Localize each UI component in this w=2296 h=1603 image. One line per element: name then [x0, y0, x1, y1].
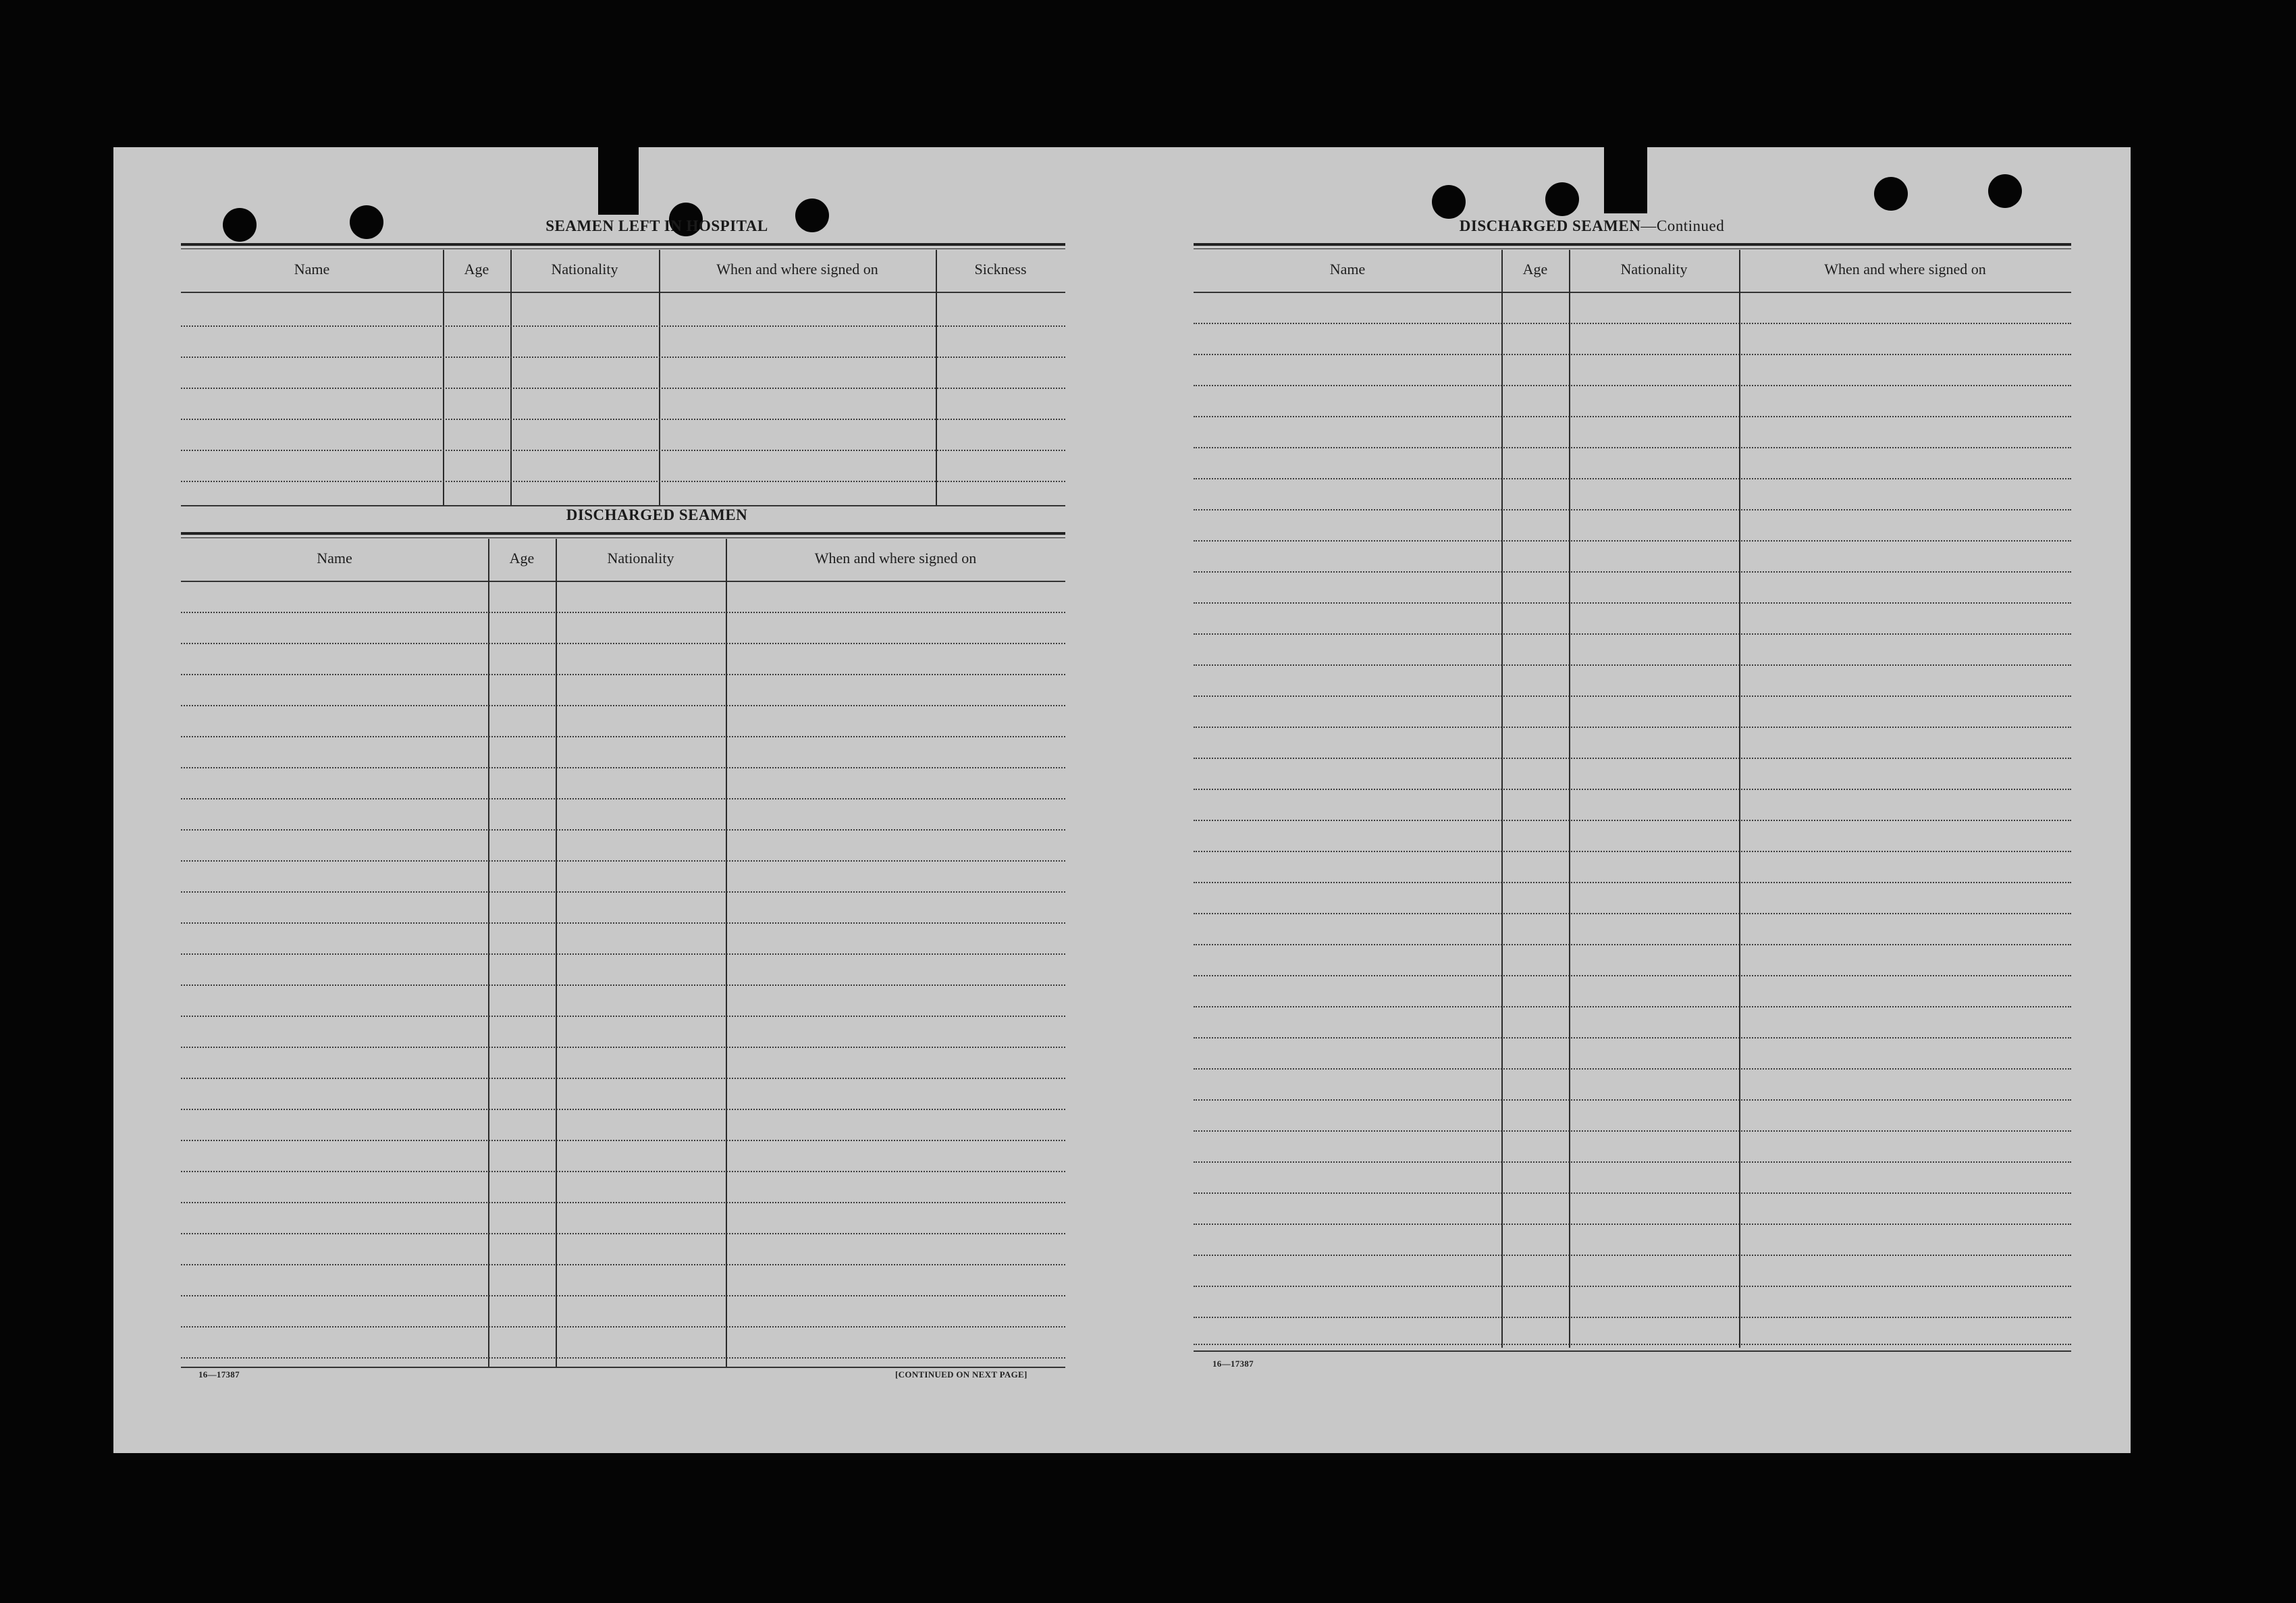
column-header-name: Name — [294, 261, 330, 278]
table-row — [181, 891, 1065, 893]
table-bottom-rule — [181, 1367, 1065, 1368]
table-row — [181, 674, 1065, 675]
column-header-nationality: Nationality — [607, 550, 674, 567]
table-row — [181, 388, 1065, 389]
table-row — [181, 1078, 1065, 1079]
table-row — [1194, 1130, 2071, 1132]
table-row — [1194, 1192, 2071, 1194]
binder-notch — [598, 147, 639, 215]
table-row — [181, 450, 1065, 451]
column-divider — [726, 539, 727, 1367]
table-row — [1194, 851, 2071, 852]
table-row — [1194, 1255, 2071, 1256]
binder-hole — [1988, 174, 2022, 208]
column-divider — [510, 250, 512, 506]
binder-hole — [1874, 177, 1908, 211]
table-top-rule — [181, 537, 1065, 538]
table-row — [1194, 447, 2071, 448]
table-top-rule — [1194, 248, 2071, 249]
table-row — [1194, 1037, 2071, 1039]
table-row — [181, 612, 1065, 613]
column-header-age: Age — [1522, 261, 1548, 278]
header-rule — [181, 581, 1065, 582]
right-page — [1126, 147, 2131, 1453]
table-row — [1194, 695, 2071, 697]
column-divider — [556, 539, 557, 1367]
table-row — [1194, 478, 2071, 479]
binder-notch — [1604, 147, 1647, 213]
column-divider — [488, 539, 489, 1367]
table-row — [181, 922, 1065, 924]
column-divider — [1501, 250, 1503, 1348]
table-row — [1194, 1161, 2071, 1163]
table-row — [1194, 416, 2071, 417]
table-row — [1194, 913, 2071, 914]
table-row — [1194, 540, 2071, 542]
table-row — [1194, 944, 2071, 945]
discharged-table — [181, 532, 1065, 1369]
table-row — [181, 481, 1065, 482]
table-bottom-rule — [1194, 1350, 2071, 1352]
table-row — [1194, 820, 2071, 821]
column-header-sickness: Sickness — [974, 261, 1027, 278]
column-header-age: Age — [509, 550, 535, 567]
form-sheet — [113, 147, 2131, 1453]
binder-hole — [350, 205, 383, 239]
table-row — [181, 1140, 1065, 1141]
column-header-name: Name — [1329, 261, 1366, 278]
table-row — [181, 1264, 1065, 1265]
column-header-nationality: Nationality — [551, 261, 618, 278]
table-row — [1194, 1317, 2071, 1318]
discharged-continued-title-text: DISCHARGED SEAMEN — [1459, 217, 1641, 234]
table-row — [181, 325, 1065, 327]
table-top-rule — [181, 248, 1065, 249]
table-row — [181, 736, 1065, 737]
table-row — [1194, 1099, 2071, 1101]
table-row — [181, 1357, 1065, 1359]
table-row — [181, 767, 1065, 768]
table-row — [1194, 354, 2071, 355]
table-row — [1194, 1286, 2071, 1287]
table-row — [181, 984, 1065, 986]
table-row — [1194, 571, 2071, 573]
table-top-rule — [181, 243, 1065, 246]
column-divider — [443, 250, 444, 506]
table-row — [1194, 602, 2071, 604]
table-row — [1194, 664, 2071, 666]
table-row — [1194, 633, 2071, 635]
table-row — [181, 1047, 1065, 1048]
hospital-table — [181, 243, 1065, 506]
column-header-nationality: Nationality — [1620, 261, 1688, 278]
column-header-signed-on: When and where signed on — [716, 261, 878, 278]
table-row — [181, 860, 1065, 862]
column-header-signed-on: When and where signed on — [814, 550, 977, 567]
table-row — [1194, 758, 2071, 759]
table-row — [181, 1233, 1065, 1234]
column-header-age: Age — [464, 261, 489, 278]
table-row — [181, 798, 1065, 799]
table-row — [1194, 509, 2071, 510]
table-row — [181, 1171, 1065, 1172]
continued-note: [CONTINUED ON NEXT PAGE] — [895, 1369, 1027, 1379]
hospital-section-title: SEAMEN LEFT IN HOSPITAL — [545, 217, 768, 234]
table-row — [1194, 882, 2071, 883]
table-row — [181, 1202, 1065, 1203]
table-row — [1194, 323, 2071, 324]
table-row — [181, 357, 1065, 358]
table-row — [181, 1295, 1065, 1296]
table-row — [181, 705, 1065, 706]
column-divider — [659, 250, 660, 506]
column-divider — [1569, 250, 1570, 1348]
binder-hole — [223, 208, 257, 242]
discharged-continued-table — [1194, 243, 2071, 1350]
table-row — [181, 419, 1065, 420]
table-row — [181, 643, 1065, 644]
header-rule — [1194, 292, 2071, 293]
binder-hole — [1432, 185, 1466, 219]
table-row — [181, 1016, 1065, 1017]
table-row — [1194, 727, 2071, 728]
continued-suffix: —Continued — [1640, 217, 1725, 234]
form-number: 16—17387 — [198, 1369, 240, 1379]
table-row — [1194, 385, 2071, 386]
left-page — [113, 147, 1126, 1453]
table-row — [181, 1109, 1065, 1110]
table-row — [181, 1326, 1065, 1328]
table-row — [1194, 1068, 2071, 1070]
table-row — [1194, 789, 2071, 790]
column-header-name: Name — [317, 550, 352, 567]
table-row — [181, 953, 1065, 955]
table-top-rule — [181, 532, 1065, 535]
table-row — [1194, 975, 2071, 976]
discharged-continued-title — [1423, 217, 1761, 235]
table-row — [1194, 1006, 2071, 1007]
column-divider — [936, 250, 937, 506]
header-rule — [181, 292, 1065, 293]
form-number: 16—17387 — [1212, 1359, 1254, 1369]
column-divider — [1739, 250, 1740, 1348]
table-row — [1194, 1224, 2071, 1225]
table-row — [181, 829, 1065, 831]
column-header-signed-on: When and where signed on — [1824, 261, 1986, 278]
discharged-section-title: DISCHARGED SEAMEN — [566, 506, 748, 523]
table-top-rule — [1194, 243, 2071, 246]
table-row — [1194, 1344, 2071, 1345]
binder-hole — [1545, 182, 1579, 216]
